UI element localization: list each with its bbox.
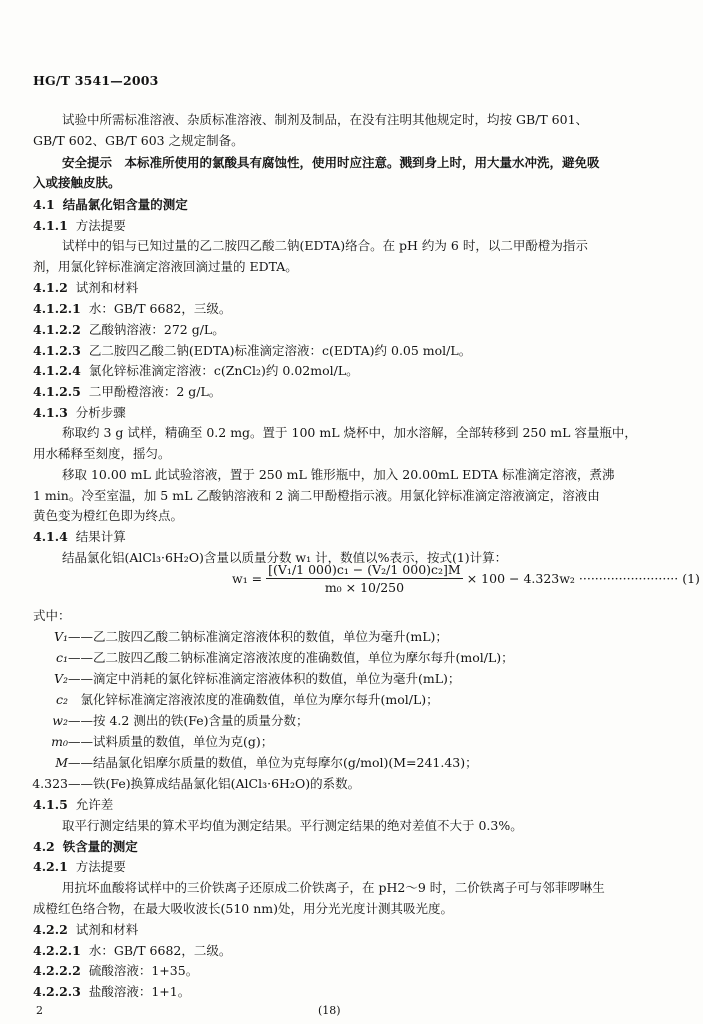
reagent-text: 二甲酚橙溶液：2 g/L。 <box>88 384 222 399</box>
variable-symbol: 4.323 <box>32 776 68 791</box>
variable-definition <box>30 734 273 750</box>
reagent-item <box>33 343 471 359</box>
reagent-number: 4.1.2.4 <box>33 363 81 378</box>
section-number: 4.1.1 <box>33 218 68 233</box>
section-number: 4.1.5 <box>33 797 68 812</box>
equation-1 <box>232 562 700 602</box>
method-line-2: 剂，用氯化锌标准滴定溶液回滴过量的 EDTA。 <box>33 259 298 274</box>
variable-symbol: w₂ <box>52 713 68 728</box>
section-heading-4-1 <box>33 197 188 213</box>
variable-symbol: V₂ <box>53 671 68 686</box>
reagent-text: 氯化锌标准滴定溶液：c(ZnCl₂)约 0.02mol/L。 <box>88 363 359 378</box>
section-heading-4-1-3 <box>33 405 126 421</box>
equation-denominator: m₀ × 10/250 <box>324 580 405 595</box>
safety-line-2: 入或接触皮肤。 <box>33 175 121 190</box>
reagent-number: 4.1.2.3 <box>33 343 81 358</box>
section-number: 4.1.4 <box>33 529 68 544</box>
section-title: 铁含量的测定 <box>62 839 138 854</box>
procedure-line: 用水稀释至刻度，摇匀。 <box>33 446 171 461</box>
variable-symbol: m₀ <box>51 734 68 749</box>
reagent-number: 4.2.2.1 <box>33 943 81 958</box>
variable-text: 氯化锌标准滴定溶液浓度的准确数值，单位为摩尔每升(mol/L)； <box>68 692 439 707</box>
section-title: 试剂和材料 <box>75 280 139 295</box>
section-number: 4.1 <box>33 197 55 212</box>
equation-tail: × 100 − 4.323w₂ ························· (1) <box>466 571 700 586</box>
page-number: 2 <box>36 1004 43 1017</box>
where-label: 式中： <box>33 608 71 623</box>
section-number: 4.2.1 <box>33 859 68 874</box>
variable-definition <box>30 713 308 729</box>
calculation-intro: 结晶氯化铝(AlCl₃·6H₂O)含量以质量分数 w₁ 计，数值以%表示，按式(1)计算： <box>62 550 508 565</box>
reagent-item <box>33 384 221 400</box>
tolerance-text: 取平行测定结果的算术平均值为测定结果。平行测定结果的绝对差值不大于 0.3%。 <box>62 818 523 833</box>
intro-line-1: 试验中所需标准溶液、杂质标准溶液、制剂及制品，在没有注明其他规定时，均按 GB/T 601、 <box>62 112 589 127</box>
variable-definition <box>30 776 360 792</box>
intro-line-2: GB/T 602、GB/T 603 之规定制备。 <box>33 133 244 148</box>
section-heading-4-2-1 <box>33 859 126 875</box>
reagent-item <box>33 322 225 338</box>
section-title: 方法提要 <box>75 218 126 233</box>
section-title: 允许差 <box>75 797 114 812</box>
variable-symbol: M <box>55 755 68 770</box>
variable-definition <box>30 671 460 687</box>
variable-text: ——乙二胺四乙酸二钠标准滴定溶液体积的数值，单位为毫升(mL)； <box>68 629 448 644</box>
section-number: 4.1.3 <box>33 405 68 420</box>
reagent-text: 乙酸钠溶液：272 g/L。 <box>88 322 225 337</box>
reagent-text: 水：GB/T 6682，三级。 <box>88 301 232 316</box>
reagent-item <box>33 943 231 959</box>
section-heading-4-1-5 <box>33 797 113 813</box>
footer-center-number: (18) <box>318 1004 341 1017</box>
section-heading-4-2 <box>33 839 138 855</box>
section-heading-4-1-2 <box>33 280 138 296</box>
procedure-line: 黄色变为橙红色即为终点。 <box>33 508 184 523</box>
reagent-number: 4.2.2.3 <box>33 984 81 999</box>
variable-text: ——试料质量的数值，单位为克(g)； <box>68 734 274 749</box>
section-heading-4-1-1 <box>33 218 126 234</box>
variable-text: ——按 4.2 测出的铁(Fe)含量的质量分数； <box>68 713 309 728</box>
equation-numerator: [(V₁/1 000)c₁ − (V₂/1 000)c₂]M <box>268 562 461 577</box>
equation-lhs: w₁ = <box>232 571 263 586</box>
reagent-item <box>33 363 359 379</box>
procedure-line: 称取约 3 g 试样，精确至 0.2 mg。置于 100 mL 烧杯中，加水溶解，全部转移到 250 mL 容量瓶中， <box>62 425 637 440</box>
variable-text: ——滴定中消耗的氯化锌标准滴定溶液体积的数值，单位为毫升(mL)； <box>68 671 461 686</box>
variable-text: ——乙二胺四乙酸二钠标准滴定溶液浓度的准确数值，单位为摩尔每升(mol/L)； <box>68 650 514 665</box>
section-title: 分析步骤 <box>75 405 126 420</box>
section-title: 试剂和材料 <box>75 922 139 937</box>
variable-definition <box>30 629 448 645</box>
section-title: 方法提要 <box>75 859 126 874</box>
reagent-number: 4.1.2.5 <box>33 384 81 399</box>
procedure-line: 1 min。冷至室温，加 5 mL 乙酸钠溶液和 2 滴二甲酚橙指示液。用氯化锌标准滴定溶液滴定，溶液由 <box>33 488 600 503</box>
section-number: 4.1.2 <box>33 280 68 295</box>
section-heading-4-1-4 <box>33 529 126 545</box>
reagent-item <box>33 984 190 1000</box>
reagent-text: 乙二胺四乙酸二钠(EDTA)标准滴定溶液：c(EDTA)约 0.05 mol/L。 <box>88 343 472 358</box>
reagent-text: 水：GB/T 6682，二级。 <box>88 943 232 958</box>
variable-definition <box>30 692 439 708</box>
reagent-number: 4.1.2.1 <box>33 301 81 316</box>
section-title: 结果计算 <box>75 529 126 544</box>
section-number: 4.2.2 <box>33 922 68 937</box>
standard-header: HG/T 3541—2003 <box>33 73 159 88</box>
variable-definition <box>30 755 478 771</box>
variable-text: ——铁(Fe)换算成结晶氯化铝(AlCl₃·6H₂O)的系数。 <box>68 776 361 791</box>
variable-definition <box>30 650 514 666</box>
iron-method-line-2: 成橙红色络合物，在最大吸收波长(510 nm)处，用分光光度计测其吸光度。 <box>33 901 453 916</box>
variable-symbol: V₁ <box>53 629 68 644</box>
reagent-text: 硫酸溶液：1+35。 <box>88 963 199 978</box>
reagent-text: 盐酸溶液：1+1。 <box>88 984 191 999</box>
iron-method-line-1: 用抗坏血酸将试样中的三价铁离子还原成二价铁离子，在 pH2～9 时，二价铁离子可与邻菲啰啉生 <box>62 880 605 895</box>
reagent-item <box>33 963 198 979</box>
method-line-1: 试样中的铝与已知过量的乙二胺四乙酸二钠(EDTA)络合。在 pH 约为 6 时，以二甲酚橙为指示 <box>62 238 588 253</box>
reagent-number: 4.2.2.2 <box>33 963 81 978</box>
variable-symbol: c₂ <box>55 692 68 707</box>
section-title: 结晶氯化铝含量的测定 <box>62 197 188 212</box>
reagent-number: 4.1.2.2 <box>33 322 81 337</box>
section-heading-4-2-2 <box>33 922 138 938</box>
equation-fraction <box>266 562 463 595</box>
variable-text: ——结晶氯化铝摩尔质量的数值，单位为克每摩尔(g/mol)(M=241.43)； <box>68 755 478 770</box>
section-number: 4.2 <box>33 839 55 854</box>
safety-line-1: 安全提示 本标准所使用的氯酸具有腐蚀性，使用时应注意。溅到身上时，用大量水冲洗，避免吸 <box>62 155 600 170</box>
variable-symbol: c₁ <box>55 650 68 665</box>
reagent-item <box>33 301 231 317</box>
procedure-line: 移取 10.00 mL 此试验溶液，置于 250 mL 锥形瓶中，加入 20.00mL EDTA 标准滴定溶液，煮沸 <box>62 467 615 482</box>
